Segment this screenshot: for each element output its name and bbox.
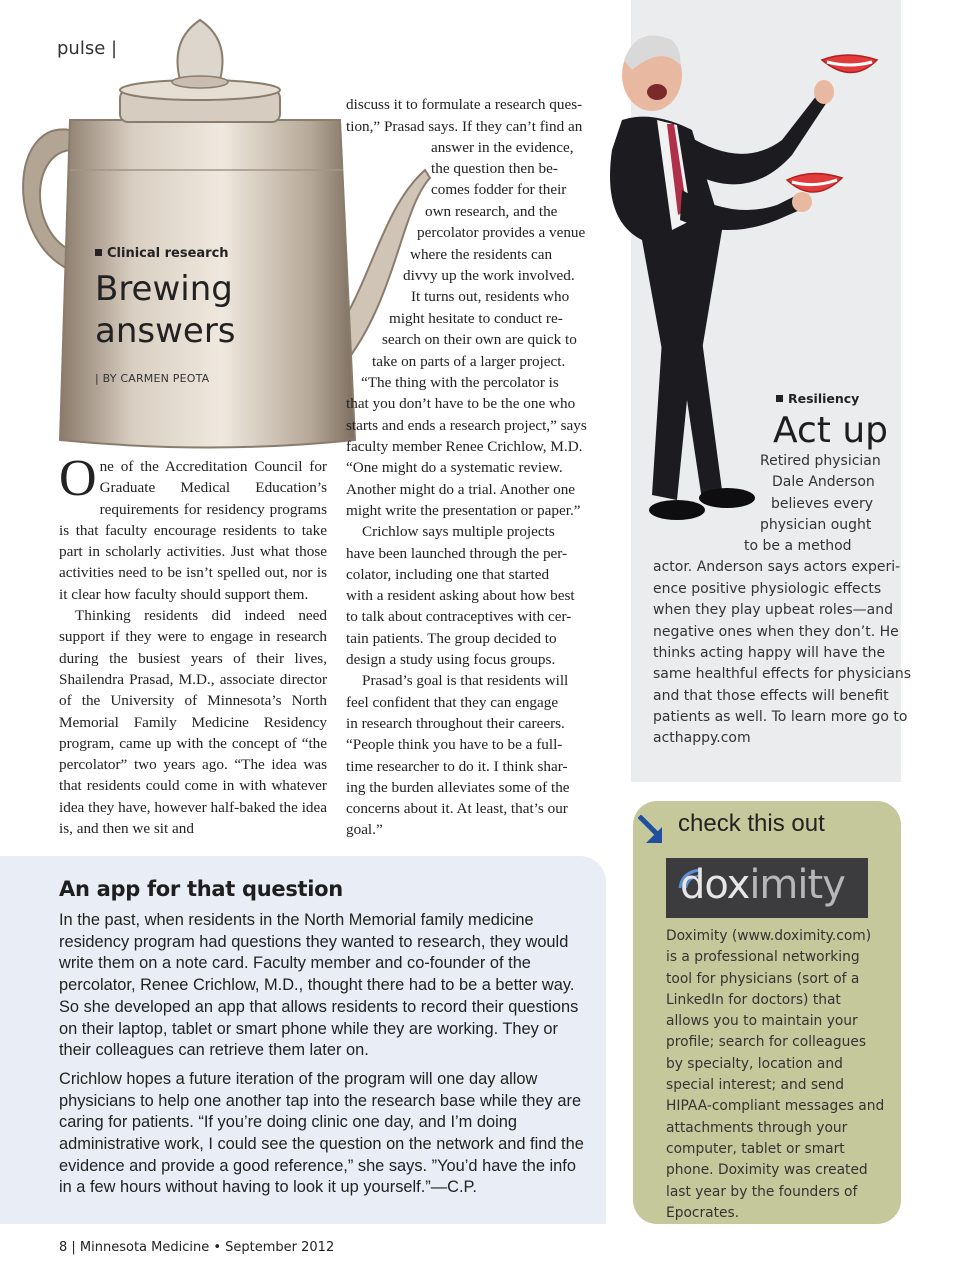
column-2-line: to talk about contraceptives with cer-: [346, 608, 572, 625]
square-bullet-icon: [776, 395, 783, 402]
kicker-text: Clinical research: [107, 246, 229, 261]
column-2-line: colator, including one that started: [346, 566, 550, 583]
paragraph-1: ne of the Accreditation Council for Graduate Medical Education’s requirements for residency programs is that faculty encourage residents to take part in scholarly activities. Just what those activities need to be isn’t spelled out, nor is it clear how faculty should support them.: [59, 458, 327, 603]
column-2-line: divvy up the work involved.: [403, 267, 575, 284]
headline-line-2: answers: [95, 311, 236, 351]
column-2-line: faculty member Renee Crichlow, M.D.: [346, 438, 583, 455]
column-2-line: design a study using focus groups.: [346, 651, 556, 668]
paragraph-2: Thinking residents did indeed need support if they were to engage in research during the busiest years of their lives, Shailendra Prasad, M.D., associate director of the University of Minnesota’s North Memorial Family Medicine Residency program, came up with the concept of “the percolator” two years ago. “The idea was that residents could come in with whatever idea they have, however half-baked the idea is, and then we sit and: [59, 607, 327, 838]
column-2-line: ing the burden alleviates some of the: [346, 779, 570, 796]
byline: | BY CARMEN PEOTA: [95, 372, 210, 385]
column-2-line: with a resident asking about how best: [346, 587, 575, 604]
app-box-paragraph-1: In the past, when residents in the North Memorial family medicine residency program had questions they wanted to research, they would write them on a note card. Faculty member and co-founder of the percolator, Renee Crichlow, M.D., thought there had to be a better way. So she developed an app that allows residents to record their questions on their laptop, tablet or smart phone while they are working. They or their colleagues can retrieve them later on.: [59, 911, 579, 1060]
headline-line-1: Brewing: [95, 269, 233, 309]
article-headline: [95, 268, 295, 352]
sidebar-line: and that those effects will benefit: [653, 688, 889, 704]
article-column-1: [59, 450, 327, 839]
sidebar-line: same healthful effects for physicians: [653, 666, 912, 682]
column-2-line: goal.”: [346, 821, 383, 838]
app-box-body: [59, 910, 589, 1206]
logo-text-part-1: dox: [680, 862, 750, 908]
column-2-line: search on their own are quick to: [382, 331, 577, 348]
column-2-line: tion,” Prasad says. If they can’t find an: [346, 118, 583, 135]
sidebar-line: actor. Anderson says actors experi-: [653, 559, 901, 575]
logo-text-part-2: imity: [749, 862, 845, 908]
column-2-line: time researcher to do it. I think shar-: [346, 758, 568, 775]
sidebar-line: ence positive physiologic effects: [653, 581, 882, 597]
sidebar-headline: Act up: [773, 410, 889, 451]
column-2-line: in research throughout their careers.: [346, 715, 565, 732]
check-this-out-title: check this out: [678, 810, 825, 837]
column-2-line: percolator provides a venue: [417, 224, 586, 241]
sidebar-line: Dale Anderson: [772, 474, 875, 490]
column-2-line: the question then be-: [431, 160, 558, 177]
column-2-line: comes fodder for their: [431, 181, 567, 198]
section-kicker: [95, 246, 229, 261]
column-2-line: concerns about it. At least, that’s our: [346, 800, 568, 817]
column-2-line: feel confident that they can engage: [346, 694, 559, 711]
arrow-down-right-icon: [638, 815, 666, 845]
column-2-line: tain patients. The group decided to: [346, 630, 557, 647]
sidebar-line: Retired physician: [760, 453, 881, 469]
column-2-line: starts and ends a research project,” says: [346, 417, 587, 434]
column-2-line: “People think you have to be a full-: [346, 736, 563, 753]
app-box-paragraph-2: Crichlow hopes a future iteration of the program will one day allow physicians to help one another tap into the research base while they are caring for patients. “If you’re doing clinic one day, and I’m doing administrative work, I could see the question on the network and find the evidence and provide a good reference,” she says. ”You’d have the info in a few hours without having to look it up yourself.”—C.P.: [59, 1069, 584, 1197]
sidebar-line: patients as well. To learn more go to: [653, 709, 908, 725]
sidebar-line: physician ought: [760, 517, 872, 533]
page-footer: 8 | Minnesota Medicine • September 2012: [59, 1240, 335, 1255]
square-bullet-icon: [95, 249, 102, 256]
column-2-line: take on parts of a larger project.: [372, 353, 566, 370]
sidebar-kicker-text: Resiliency: [788, 391, 860, 406]
drop-cap: O: [59, 450, 97, 507]
column-2-line: discuss it to formulate a research ques-: [346, 96, 583, 113]
sidebar-line: to be a method: [744, 538, 852, 554]
sidebar-line: thinks acting happy will have the: [653, 645, 886, 661]
column-2-line: It turns out, residents who: [411, 288, 570, 305]
column-2-line: “One might do a systematic review.: [346, 459, 563, 476]
column-2-line: Prasad’s goal is that residents will: [362, 672, 569, 689]
column-2-line: own research, and the: [425, 203, 558, 220]
column-2-line: might hesitate to conduct re-: [389, 310, 563, 327]
column-2-line: that you don’t have to be the one who: [346, 395, 576, 412]
column-2-line: “The thing with the percolator is: [361, 374, 559, 391]
app-box-title: An app for that question: [59, 877, 343, 901]
column-2-line: have been launched through the per-: [346, 545, 568, 562]
sidebar-line: when they play upbeat roles—and: [653, 602, 893, 618]
doximity-logo-text: [680, 862, 845, 908]
column-2-line: Crichlow says multiple projects: [362, 523, 555, 540]
column-2-line: answer in the evidence,: [431, 139, 574, 156]
sidebar-line: negative ones when they don’t. He: [653, 624, 899, 640]
column-2-line: Another might do a trial. Another one: [346, 481, 576, 498]
column-2-line: might write the presentation or paper.”: [346, 502, 581, 519]
sidebar-line: acthappy.com: [653, 730, 751, 746]
check-this-out-body: Doximity (www.doximity.com) is a professional networking tool for physicians (sort of a LinkedIn for doctors) that allows you to maintain your profile; search for colleagues by specialty, location and special interest; and send HIPAA-compliant messages and attachments through your computer, tablet or smart phone. Doximity was created last year by the founders of Epocrates.: [666, 928, 885, 1221]
sidebar-line: believes every: [771, 496, 874, 512]
sidebar-kicker: [776, 391, 859, 406]
section-label: pulse |: [57, 38, 118, 59]
column-2-line: where the residents can: [410, 246, 553, 263]
